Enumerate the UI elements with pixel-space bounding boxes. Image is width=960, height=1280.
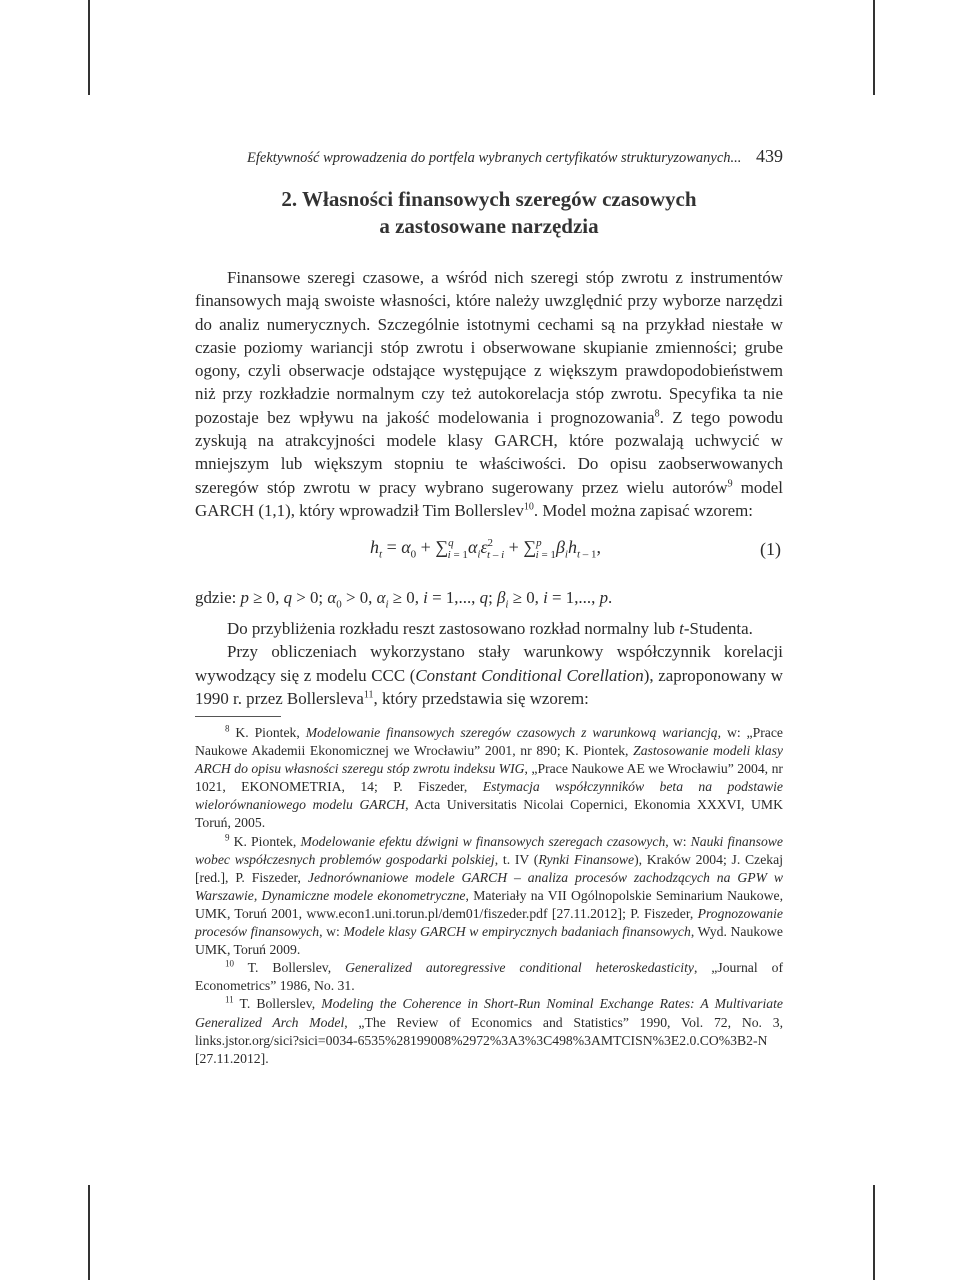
footnote-separator bbox=[195, 716, 281, 717]
crop-mark-bottom-left bbox=[88, 1185, 90, 1280]
body-text bbox=[195, 266, 783, 710]
section-title-line1: 2. Własności finansowych szeregów czasowych bbox=[281, 187, 697, 211]
paragraph-2: Do przybliżenia rozkładu reszt zastosowano rozkład normalny lub t-Studenta. bbox=[227, 618, 753, 638]
footnote-8: $^8$ K. Piontek, Modelowanie finansowych szeregów czasowych z warunkową wariancją, w: „Prace Naukowe Akademii Ekonomicznej we Wrocławiu” 2001, nr 890; K. Piontek, Zastosowanie modeli klasy ARCH do opisu własności szeregu stóp zwrotu indeksu WIG, „Prace Naukowe AE we Wrocławiu” 2004, nr 1021, EKONOMETRIA, 14; P. Fiszeder, Estymacja współczynników beta na podstawie wielorównaniowego modelu GARCH, Acta Universitatis Nicolai Copernici, Ekonomia XXXVI, UMK Toruń, 2005. bbox=[195, 723, 784, 831]
footnote-9: $^9$ K. Piontek, Modelowanie efektu dźwigni w finansowych szeregach czasowych, w: Nauki finansowe wobec współczesnych problemów gospodarki polskiej, t. IV (Rynki Finansowe), Kraków 2004; J. Czekaj [red.], P. Fiszeder, Jednorównaniowe modele GARCH – analiza procesów zachodzących na GPW w Warszawie, Dynamiczne modele ekonometryczne, Materiały na VII Ogólnopolskie Seminarium Naukowe, UMK, Toruń 2001, www.econ1.uni.torun.pl/dem01/fiszeder.pdf [27.11.2012]; P. Fiszeder, Prognozowanie procesów finansowych, w: Modele klasy GARCH w empirycznych badaniach finansowych, Wyd. Naukowe UMK, Toruń 2009. bbox=[195, 832, 784, 958]
paragraph-3: Przy obliczeniach wykorzystano stały warunkowy współczynnik korelacji wywodzący się z modelu CCC (Constant Conditional Corellation), zaproponowany w 1990 r. przez Bollersleva$^{11}$, który przedstawia się wzorem: bbox=[195, 642, 783, 708]
footnote-ref-11[interactable]: 11 bbox=[363, 689, 374, 701]
page-number: 439 bbox=[756, 146, 783, 166]
paragraph-1: Finansowe szeregi czasowe, a wśród nich szeregi stóp zwrotu z instrumentów finansowych mają swoiste własności, które należy uwzględnić przy wyborze narzędzi do analiz numerycznych. Szczególnie istotnymi cechami są na przykład niestałe w czasie poziomy wariancji stóp zwrotu i obserwowane skupianie zmienności; grube ogony, czyli obserwacje odstające występujące z większym prawdopodobieństwem niż przy rozkładzie normalnym czy też autokorelacja stóp zwrotu. Specyfika ta nie pozostaje bez wpływu na jakość modelowania i prognozowania$^8$. Z tego powodu zyskują na atrakcyjności modele klasy GARCH, które pozwalają uchwycić w mniejszym lub większym stopniu te właściwości. Do opisu zaobserwowanych szeregów stóp zwrotu w pracy wybrano sugerowany przez wielu autorów$^9$ model GARCH (1,1), który wprowadził Tim Bollerslev$^{10}$. Model można zapisać wzorem: bbox=[195, 268, 784, 520]
equation-expression: $h_t = \alpha_0 + \sum^q_{i = 1}\alpha_i\varepsilon^2_{t - i} + \sum^p_{i = 1}\beta_ih_{t - 1}$, bbox=[370, 537, 602, 561]
running-header bbox=[195, 146, 783, 172]
footnote-11: $^{11}$ T. Bollerslev, Modeling the Coherence in Short-Run Nominal Exchange Rates: A Multivariate Generalized Arch Model, „The Review of Economics and Statistics” 1990, Vol. 72, No. 3, links.jstor.org/sici?sici=0034-6535%28199008%2972%3A3%3C498%3AMTCISN%3E2.0.CO%3B2-N [27.11.2012]. bbox=[195, 994, 784, 1066]
footnote-ref-10[interactable]: 10 bbox=[523, 501, 534, 513]
footnote-10: $^{10}$ T. Bollerslev, Generalized autoregressive conditional heteroskedasticity, „Journal of Econometrics” 1986, No. 31. bbox=[195, 958, 783, 994]
section-heading bbox=[195, 186, 783, 240]
garch-equation bbox=[195, 526, 783, 582]
footnotes bbox=[195, 724, 783, 1068]
running-title: Efektywność wprowadzenia do portfela wybranych certyfikatów strukturyzowanych... bbox=[247, 150, 742, 166]
section-title-line2: a zastosowane narzędzia bbox=[379, 214, 599, 238]
crop-mark-top-right bbox=[873, 0, 875, 95]
footnote-ref-9[interactable]: 9 bbox=[727, 478, 733, 490]
equation-number: (1) bbox=[760, 539, 781, 560]
equation-conditions: gdzie: p ≥ 0, q > 0; $\alpha_0 > 0$, $\alpha_i \ge 0$, i = 1,..., q; $\beta_i \ge 0$, i = 1,..., p. bbox=[195, 588, 613, 611]
crop-mark-bottom-right bbox=[873, 1185, 875, 1280]
crop-mark-top-left bbox=[88, 0, 90, 95]
footnote-ref-8[interactable]: 8 bbox=[654, 408, 660, 420]
